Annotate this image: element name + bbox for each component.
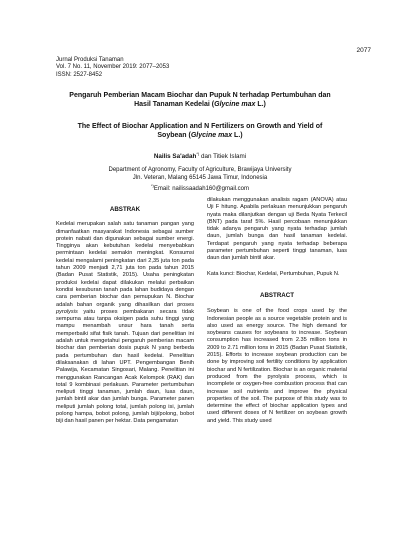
title-id-line2-pre: Hasil Tanaman Kedelai ( — [134, 101, 215, 108]
kata-kunci: Kata kunci: Biochar, Kedelai, Pertumbuhan, Pupuk N. — [207, 270, 340, 277]
affiliation — [40, 167, 360, 194]
title-id-line2 — [40, 100, 360, 109]
left-column — [56, 206, 194, 426]
journal-info — [56, 57, 169, 79]
author-list — [40, 151, 360, 160]
abstrak-heading: ABSTRAK — [109, 206, 141, 213]
title-id-species: Glycine max — [214, 101, 256, 108]
abstract-heading: ABSTRACT — [259, 291, 295, 299]
title-en-species: Glycine max — [190, 132, 233, 139]
title-english — [40, 122, 360, 140]
email-mark: *) — [150, 183, 154, 188]
author-primary: Nailis Sa'adah — [153, 153, 197, 161]
affiliation-dept: Department of Agronomy, Faculty of Agriculture, Brawijaya University — [108, 167, 292, 173]
abstrak-continuation: dilakukan menggunakan analisis ragam (ANOVA) atau Uji F hitung. Apabila perlakuan menunjukkan pengaruh nyata maka dilanjutkan dengan uji Beda Nyata Terkecil (BNT) pada taraf 5%. Hasil percobaan menunjukkan tidak adanya pengaruh yang nyata terhadap jumlah daun, jumlah bunga dan hasil tanaman kedelai. Terdapat pengaruh yang nyata terhadap beberapa parameter pertumbuhan seperti tinggi tanaman, luas daun dan jumlah bintil akar. — [207, 197, 347, 262]
affiliation-email[interactable]: Email: nailissaadah160@gmail.com — [153, 186, 250, 192]
abstrak-body-pre: Kedelai merupakan salah satu tanaman pangan yang dimanfaatkan masyarakat Indonesia sebagai sumber protein nabati dan digunakan sebagai sumber energi. Tingginya akan kebutuhan kedelai menyebabkan permintaan kedelai semakin meningkat. Konsumsi kedelai mengalami peningkatan dari 2,35 juta ton pada tahun 2009 menjadi 2,71 juta ton pada tahun 2015 (Badan Pusat Statistik, 2015). Usaha peningkatan produksi kedelai dapat dilakukan melalui perbaikan kondisi kesuburan tanah pada lahan budidaya dengan cara pemberian biochar dan pemupukan N. Biochar adalah bahan organik yang dihasilkan dari proses — [56, 221, 194, 308]
author-mark: *) — [196, 151, 200, 156]
journal-issn: ISSN: 2527-8452 — [56, 71, 103, 78]
author-rest: dan Titiek Islami — [199, 153, 247, 161]
title-en-line2 — [40, 131, 360, 140]
affiliation-address: Jln. Veteran, Malang 65145 Jawa Timur, Indonesia — [132, 174, 268, 181]
title-id-line1: Pengaruh Pemberian Macam Biochar dan Pupuk N terhadap Pertumbuhan dan — [69, 92, 331, 99]
journal-name: Jurnal Produksi Tanaman — [56, 57, 124, 63]
title-en-line2-pre: Soybean ( — [157, 132, 191, 139]
title-indonesian — [40, 91, 360, 109]
title-id-line2-post: L.) — [255, 101, 266, 108]
abstrak-body-post: yaitu proses pembakaran secara tidak sempurna atau tanpa oksigen pada suhu tinggi yang mampu menambah unsur hara tanah serta memperbaiki sifat fisik tanah. Tujuan dari penelitian ini adalah untuk mengetahui pengaruh pemberian macam biochar dan pemberian dosis pupuk N yang berbeda pada pertumbuhan dan hasil kedelai. Penelitian dilaksanakan di lahan UPT. Pengembangan Benih Palawija, Kecamatan Singosari, Malang. Penelitian ini menggunakan Rancangan Acak Kelompok (RAK) dan total 9 kombinasi perlakuan. Parameter pertumbuhan meliputi tinggi tanaman, jumlah daun, luas daun, jumlah bintil akar dan jumlah bunga. Parameter panen meliputi jumlah polong total, jumlah polong isi, jumlah polong hampa, bobot polong, jumlah biji/polong, bobot biji dan hasil panen per hektar. Data pengamatan — [56, 308, 194, 425]
journal-volume: Vol. 7 No. 11, November 2019: 2077–2053 — [56, 64, 170, 71]
title-en-line1: The Effect of Biochar Application and N Fertilizers on Growth and Yield of — [77, 123, 323, 130]
title-en-line2-post: L.) — [232, 132, 243, 139]
affiliation-email-line — [40, 182, 360, 194]
abstrak-body-italic: pyrolysis — [56, 308, 78, 315]
right-column — [207, 197, 347, 425]
abstract-body: Soybean is one of the food crops used by the Indonesian people as a source vegetable protein and is also used as energy source. The high demand for soybeans causes for soybeans to increase. Soybean consumption has increased from 2.35 million tons in 2009 to 2.71 million tons in 2015 (Badan Pusat Statistik, 2015). Efforts to increase soybean production can be done by improving soil fertility conditions by application biochar and N fertilization. Biochar is an organic material produced from the pyrolysis process, which is incomplete or oxygen-free combustion process that can increase soil nutrients and improve the physical properties of the soil. The purpose of this study was to determine the effect of biochar application types and used different doses of N fertilizer on soybean growth and yield. This study used — [207, 308, 347, 424]
page-number: 2077 — [356, 47, 371, 54]
abstrak-body — [56, 221, 194, 425]
